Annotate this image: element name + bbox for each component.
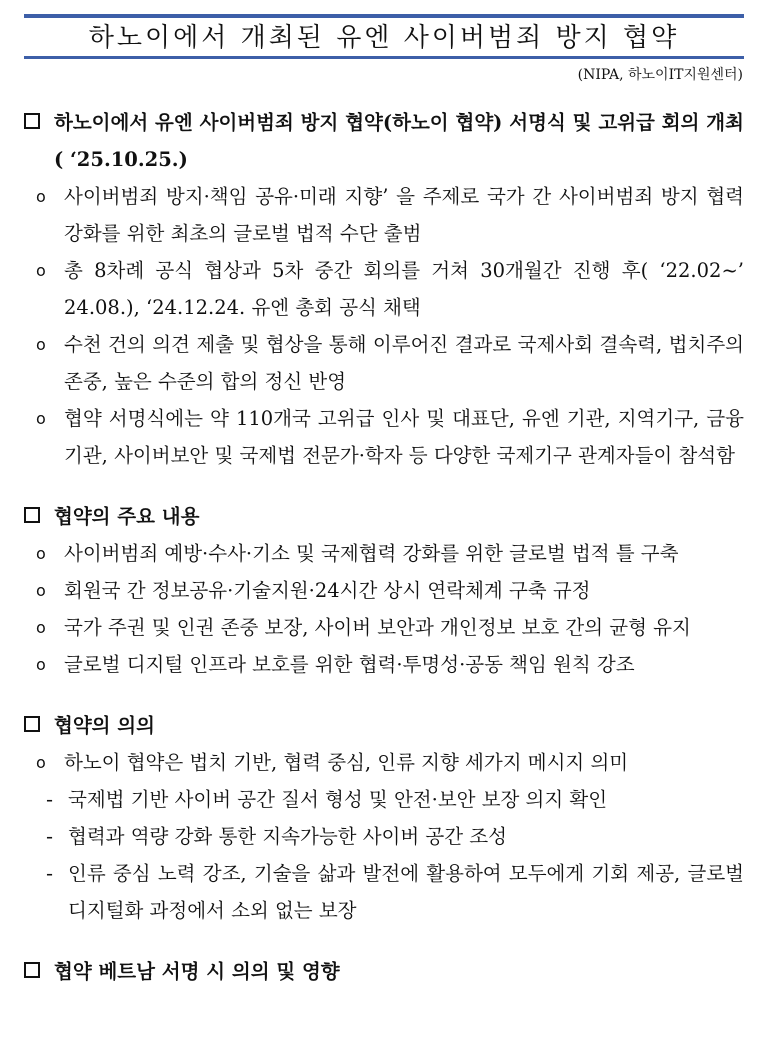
- dash-bullet-icon: -: [46, 788, 54, 811]
- title-block: [24, 14, 744, 59]
- bullet-list-item: [24, 572, 744, 609]
- section-heading-text: 협약의 의의: [54, 714, 155, 737]
- checkbox-square-icon: [24, 507, 40, 523]
- dash-list-item: [24, 818, 744, 855]
- circle-bullet-icon: o: [36, 655, 46, 674]
- section-heading: [24, 707, 744, 744]
- list-item-text: 하노이 협약은 법치 기반, 협력 중심, 인류 지향 세가지 메시지 의미: [64, 751, 629, 774]
- list-item-text: 협약 서명식에는 약 110개국 고위급 인사 및 대표단, 유엔 기관, 지역기구, 금융 기관, 사이버보안 및 국제법 전문가·학자 등 다양한 국제기구 관계자들이 참석함: [64, 407, 744, 467]
- circle-bullet-icon: o: [36, 261, 46, 280]
- source-note: (NIPA, 하노이IT지원센터): [577, 67, 743, 83]
- bullet-list-item: [24, 400, 744, 474]
- bullet-list-item: [24, 535, 744, 572]
- section-heading: [24, 104, 744, 178]
- bullet-list-item: [24, 744, 744, 781]
- page-title: 하노이에서 개최된 유엔 사이버범죄 방지 협약: [88, 23, 680, 53]
- bullet-list-item: [24, 609, 744, 646]
- document-body: [24, 104, 744, 1014]
- section-heading: [24, 498, 744, 535]
- list-item-text: 글로벌 디지털 인프라 보호를 위한 협력·투명성·공동 책임 원칙 강조: [64, 653, 635, 676]
- circle-bullet-icon: o: [36, 753, 46, 772]
- checkbox-square-icon: [24, 962, 40, 978]
- section: [24, 498, 744, 683]
- checkbox-square-icon: [24, 716, 40, 732]
- bullet-list-item: [24, 326, 744, 400]
- list-item-text: 협력과 역량 강화 통한 지속가능한 사이버 공간 조성: [68, 825, 507, 848]
- list-item-text: 사이버범죄 예방·수사·기소 및 국제협력 강화를 위한 글로벌 법적 틀 구축: [64, 542, 679, 565]
- section-heading-text: 하노이에서 유엔 사이버범죄 방지 협약(하노이 협약) 서명식 및 고위급 회의 개최( ‘25.10.25.): [54, 111, 744, 171]
- dash-list-item: [24, 781, 744, 818]
- circle-bullet-icon: o: [36, 335, 46, 354]
- circle-bullet-icon: o: [36, 409, 46, 428]
- dash-bullet-icon: -: [46, 862, 54, 885]
- list-item-text: 인류 중심 노력 강조, 기술을 삶과 발전에 활용하여 모두에게 기회 제공, 글로벌 디지털화 과정에서 소외 없는 보장: [68, 862, 744, 922]
- bullet-list-item: [24, 178, 744, 252]
- title-bottom-rule: [24, 56, 744, 59]
- dash-bullet-icon: -: [46, 825, 54, 848]
- section: [24, 104, 744, 474]
- circle-bullet-icon: o: [36, 581, 46, 600]
- section-heading: [24, 953, 744, 990]
- list-item-text: 회원국 간 정보공유·기술지원·24시간 상시 연락체계 구축 규정: [64, 579, 591, 602]
- list-item-text: 국제법 기반 사이버 공간 질서 형성 및 안전·보안 보장 의지 확인: [68, 788, 608, 811]
- section: [24, 707, 744, 929]
- circle-bullet-icon: o: [36, 187, 46, 206]
- list-item-text: 수천 건의 의견 제출 및 협상을 통해 이루어진 결과로 국제사회 결속력, 법치주의 존중, 높은 수준의 합의 정신 반영: [64, 333, 744, 393]
- circle-bullet-icon: o: [36, 544, 46, 563]
- list-item-text: 국가 주권 및 인권 존중 보장, 사이버 보안과 개인정보 보호 간의 균형 유지: [64, 616, 691, 639]
- list-item-text: 사이버범죄 방지·책임 공유·미래 지향’ 을 주제로 국가 간 사이버범죄 방지 협력 강화를 위한 최초의 글로벌 법적 수단 출범: [64, 185, 744, 245]
- list-item-text: 총 8차례 공식 협상과 5차 중간 회의를 거쳐 30개월간 진행 후( ‘22.02~’ 24.08.), ‘24.12.24. 유엔 총회 공식 채택: [64, 259, 744, 319]
- checkbox-square-icon: [24, 113, 40, 129]
- section-heading-text: 협약의 주요 내용: [54, 505, 200, 528]
- circle-bullet-icon: o: [36, 618, 46, 637]
- dash-list-item: [24, 855, 744, 929]
- section: [24, 953, 744, 990]
- bullet-list-item: [24, 252, 744, 326]
- bullet-list-item: [24, 646, 744, 683]
- section-heading-text: 협약 베트남 서명 시 의의 및 영향: [54, 960, 340, 983]
